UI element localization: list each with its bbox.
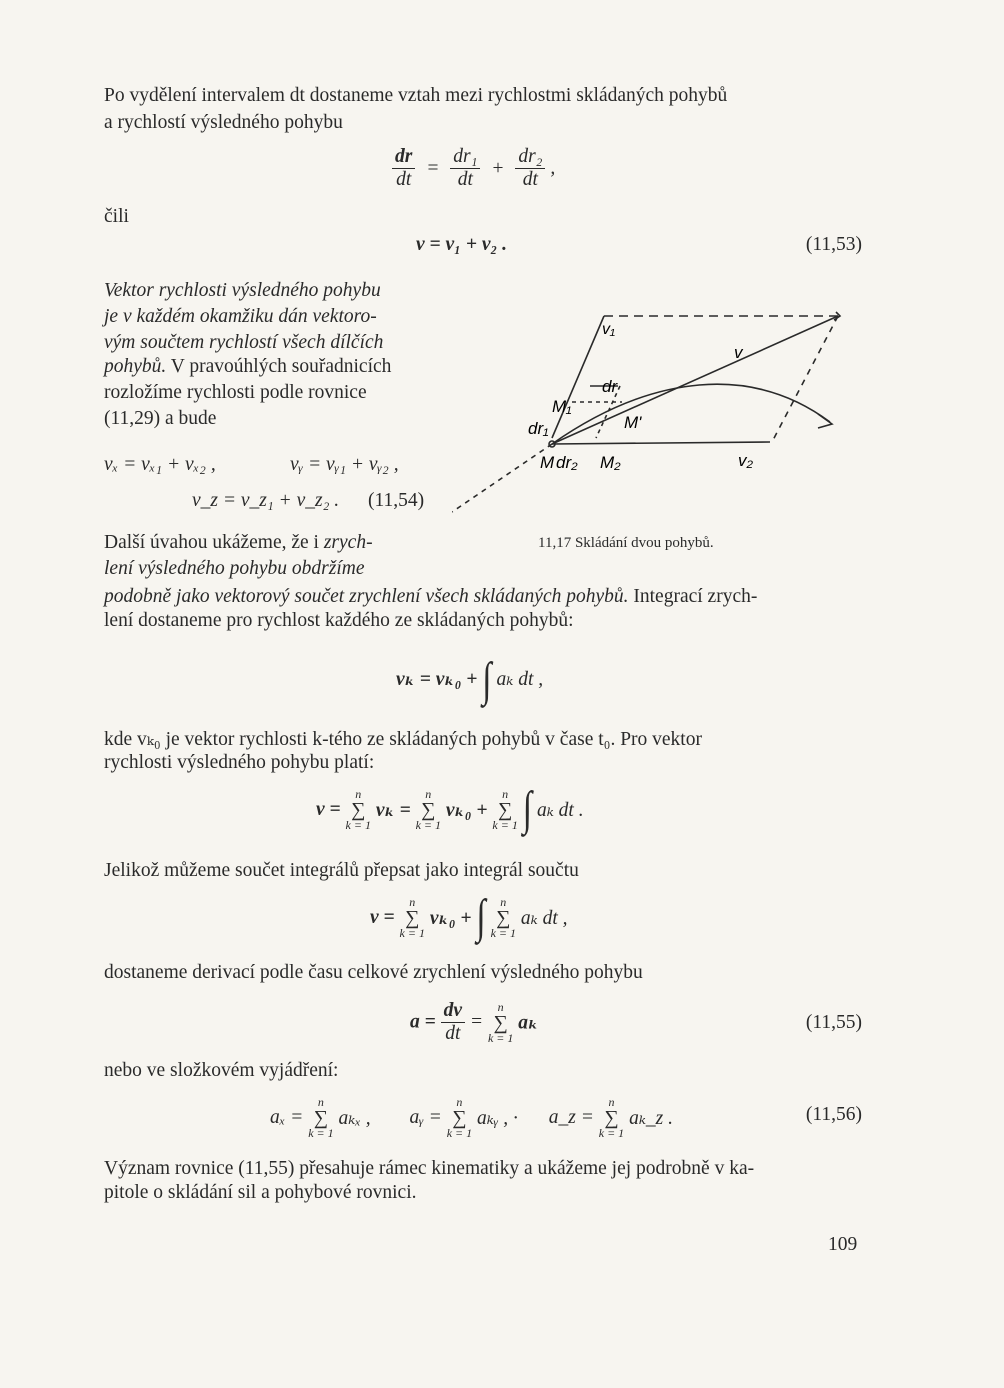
side-line1: Vektor rychlosti výsledného pohybu [104,280,381,301]
further-line2: lení výsledného pohybu obdržíme [104,558,365,579]
intro-line2: a rychlostí výsledného pohybu [104,112,343,133]
eq-number-11-53: (11,53) [805,234,862,255]
trajectory-curve [552,384,830,444]
label-v2: v₂ [738,451,753,470]
eq-vk: vₖ = vₖ₀ + ∫ aₖ dt , [396,653,544,706]
eq-vx: vₓ = vₓ₁ + vₓ₂ , [104,454,216,475]
v2-vector-line [552,442,770,444]
label-dr1: dr₁ [528,419,549,438]
side-line4: pohybů. V pravoúhlých souřadnicích [104,356,392,377]
side-line6: (11,29) a bude [104,408,217,429]
side-line3: vým součtem rychlostí všech dílčích [104,332,384,353]
vyznam-line2: pitole o skládání sil a pohybové rovnici. [104,1182,417,1203]
kde-line1: kde vₖ₀ je vektor rychlosti k-tého ze skládaných pohybů v čase t₀. Pro vektor [104,729,702,750]
further-line4: lení dostaneme pro rychlost každého ze skládaných pohybů: [104,610,574,631]
jelikoz-line: Jelikož můžeme součet integrálů přepsat jako integrál součtu [104,860,579,881]
eq-number-11-56: (11,56) [805,1104,862,1125]
page-number: 109 [828,1234,858,1255]
kde-line2: rychlosti výsledného pohybu platí: [104,752,375,773]
further-line1: Další úvahou ukážeme, že i zrych- [104,532,373,553]
label-M2: M₂ [600,453,621,472]
eq-vy: vᵧ = vᵧ₁ + vᵧ₂ , [290,454,399,475]
figure-caption: 11,17 Skládání dvou pohybů. [538,535,714,551]
right-dashed-edge [772,316,838,442]
label-dr2: dr₂ [556,453,578,472]
eq-sum2: v = n ∑ k = 1 vₖ₀ + ∫ n ∑ k = 1 aₖ dt , [370,891,568,944]
eq-vz: v_z = v_z₁ + v_z₂ . [192,490,340,511]
nebo-line: nebo ve složkovém vyjádření: [104,1060,339,1081]
label-v1: v₁ [602,321,616,338]
v-resultant-line [552,316,838,444]
eq-derivative: $\frac{dr}{dt}$ = $\frac{\text{dr₁}}{dt}$ + $\frac{\text{dr₂}}{dt}$ , [392,146,555,191]
side-line5: rozložíme rychlosti podle rovnice [104,382,367,403]
vyznam-line1: Význam rovnice (11,55) přesahuje rámec kinematiky a ukážeme jej podrobně v ka- [104,1158,755,1179]
label-dr: dr [602,377,618,396]
eq-sum1: v = n ∑ k = 1 vₖ = n ∑ k = 1 vₖ₀ + n ∑ k = 1 ∫ aₖ dt . [316,783,584,836]
side-line2: je v každém okamžiku dán vektoro- [104,306,377,327]
eq-11-56: aₓ = n ∑ k = 1 aₖₓ , aᵧ = n ∑ k = 1 aₖᵧ , · a_z = n ∑ k = 1 aₖ_z . [270,1095,674,1140]
intro-line1: Po vydělení intervalem dt dostaneme vztah mezi rychlostmi skládaných pohybů [104,85,728,106]
eq-11-55: a = $\frac{dv}{dt}$ = n ∑ k = 1 aₖ [410,999,539,1045]
trajectory-tail [452,444,552,512]
label-M: M [540,453,555,472]
dostaneme-line: dostaneme derivací podle času celkové zrychlení výsledného pohybu [104,962,643,983]
eq-number-11-54: (11,54) [368,490,425,511]
eq-11-53: v = v₁ + v₂ . [416,234,508,255]
further-line3: podobně jako vektorový součet zrychlení všech skládaných pohybů. Integrací zrych- [104,586,758,607]
label-M1: M₁ [552,397,572,416]
v1-vector-line [552,316,604,438]
figure-composition-of-motions [452,302,862,518]
cili-word: čili [104,206,129,227]
label-Mprime: M' [624,413,642,432]
eq-number-11-55: (11,55) [805,1012,862,1033]
label-v: v [734,343,743,362]
